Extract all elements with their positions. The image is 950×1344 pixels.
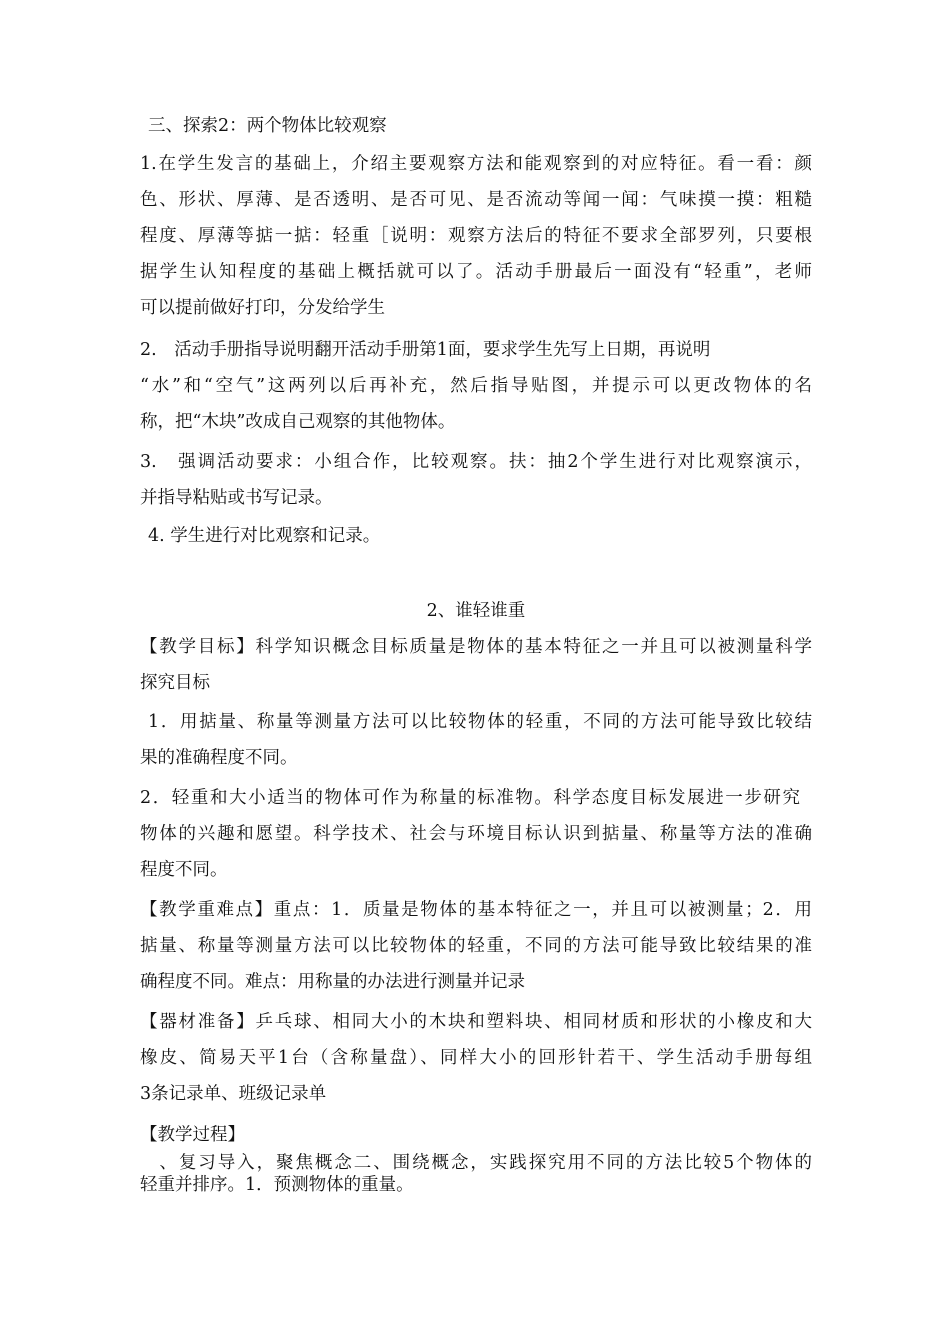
section3-p1-line5: 可以提前做好打印，分发给学生 bbox=[140, 298, 385, 318]
key-points-line2: 掂量、称量等测量方法可以比较物体的轻重，不同的方法可能导致比较结果的准 bbox=[140, 936, 812, 956]
section3-p1-line2: 色、形状、厚薄、是否透明、是否可见、是否流动等闻一闻：气味摸一摸：粗糙 bbox=[140, 190, 812, 210]
goal2-line2: 物体的兴趣和愿望。科学技术、社会与环境目标认识到掂量、称量等方法的准确 bbox=[140, 824, 812, 844]
process-line2: 轻重并排序。1．预测物体的重量。 bbox=[140, 1175, 414, 1195]
section3-p1-line3: 程度、厚薄等掂一掂：轻重［说明：观察方法后的特征不要求全部罗列，只要根 bbox=[140, 226, 812, 246]
goal2-line3: 程度不同。 bbox=[140, 860, 228, 880]
section3-p2-line3: 称，把“木块”改成自己观察的其他物体。 bbox=[140, 412, 456, 432]
materials-line2: 橡皮、简易天平1台（含称量盘）、同样大小的回形针若干、学生活动手册每组 bbox=[140, 1048, 812, 1068]
section3-p2-line2: “水”和“空气”这两列以后再补充，然后指导贴图，并提示可以更改物体的名 bbox=[140, 376, 812, 396]
teaching-goals-line1: 【教学目标】科学知识概念目标质量是物体的基本特征之一并且可以被测量科学 bbox=[140, 637, 812, 657]
goal2-line1: 2．轻重和大小适当的物体可作为称量的标准物。科学态度目标发展进一步研究 bbox=[140, 788, 800, 808]
section3-p3-line2: 并指导粘贴或书写记录。 bbox=[140, 488, 333, 508]
section3-p1-line4: 据学生认知程度的基础上概括就可以了。活动手册最后一面没有“轻重”，老师 bbox=[140, 262, 812, 282]
key-points-line3: 确程度不同。难点：用称量的办法进行测量并记录 bbox=[140, 972, 525, 992]
goal1-line2: 果的准确程度不同。 bbox=[140, 748, 298, 768]
process-heading: 【教学过程】 bbox=[140, 1125, 245, 1145]
key-points-line1: 【教学重难点】重点：1．质量是物体的基本特征之一，并且可以被测量；2．用 bbox=[140, 900, 812, 920]
goal1-line1: 1．用掂量、称量等测量方法可以比较物体的轻重，不同的方法可能导致比较结 bbox=[148, 712, 812, 732]
section3-heading: 三、探索2：两个物体比较观察 bbox=[148, 116, 387, 136]
process-line1: 、复习导入，聚焦概念二、围绕概念，实践探究用不同的方法比较5个物体的 bbox=[140, 1153, 812, 1173]
section3-p2-line1: 2. 活动手册指导说明翻开活动手册第1面，要求学生先写上日期，再说明 bbox=[140, 340, 711, 360]
section3-p4: 4. 学生进行对比观察和记录。 bbox=[148, 526, 381, 546]
teaching-goals-line2: 探究目标 bbox=[140, 673, 210, 693]
materials-line3: 3条记录单、班级记录单 bbox=[140, 1084, 327, 1104]
lesson-title: 2、谁轻谁重 bbox=[426, 601, 526, 621]
materials-line1: 【器材准备】乒乓球、相同大小的木块和塑料块、相同材质和形状的小橡皮和大 bbox=[140, 1012, 812, 1032]
section3-p1-line1: 1.在学生发言的基础上，介绍主要观察方法和能观察到的对应特征。看一看：颜 bbox=[140, 154, 812, 174]
section3-p3-line1: 3. 强调活动要求：小组合作，比较观察。扶：抽2个学生进行对比观察演示， bbox=[140, 452, 812, 472]
